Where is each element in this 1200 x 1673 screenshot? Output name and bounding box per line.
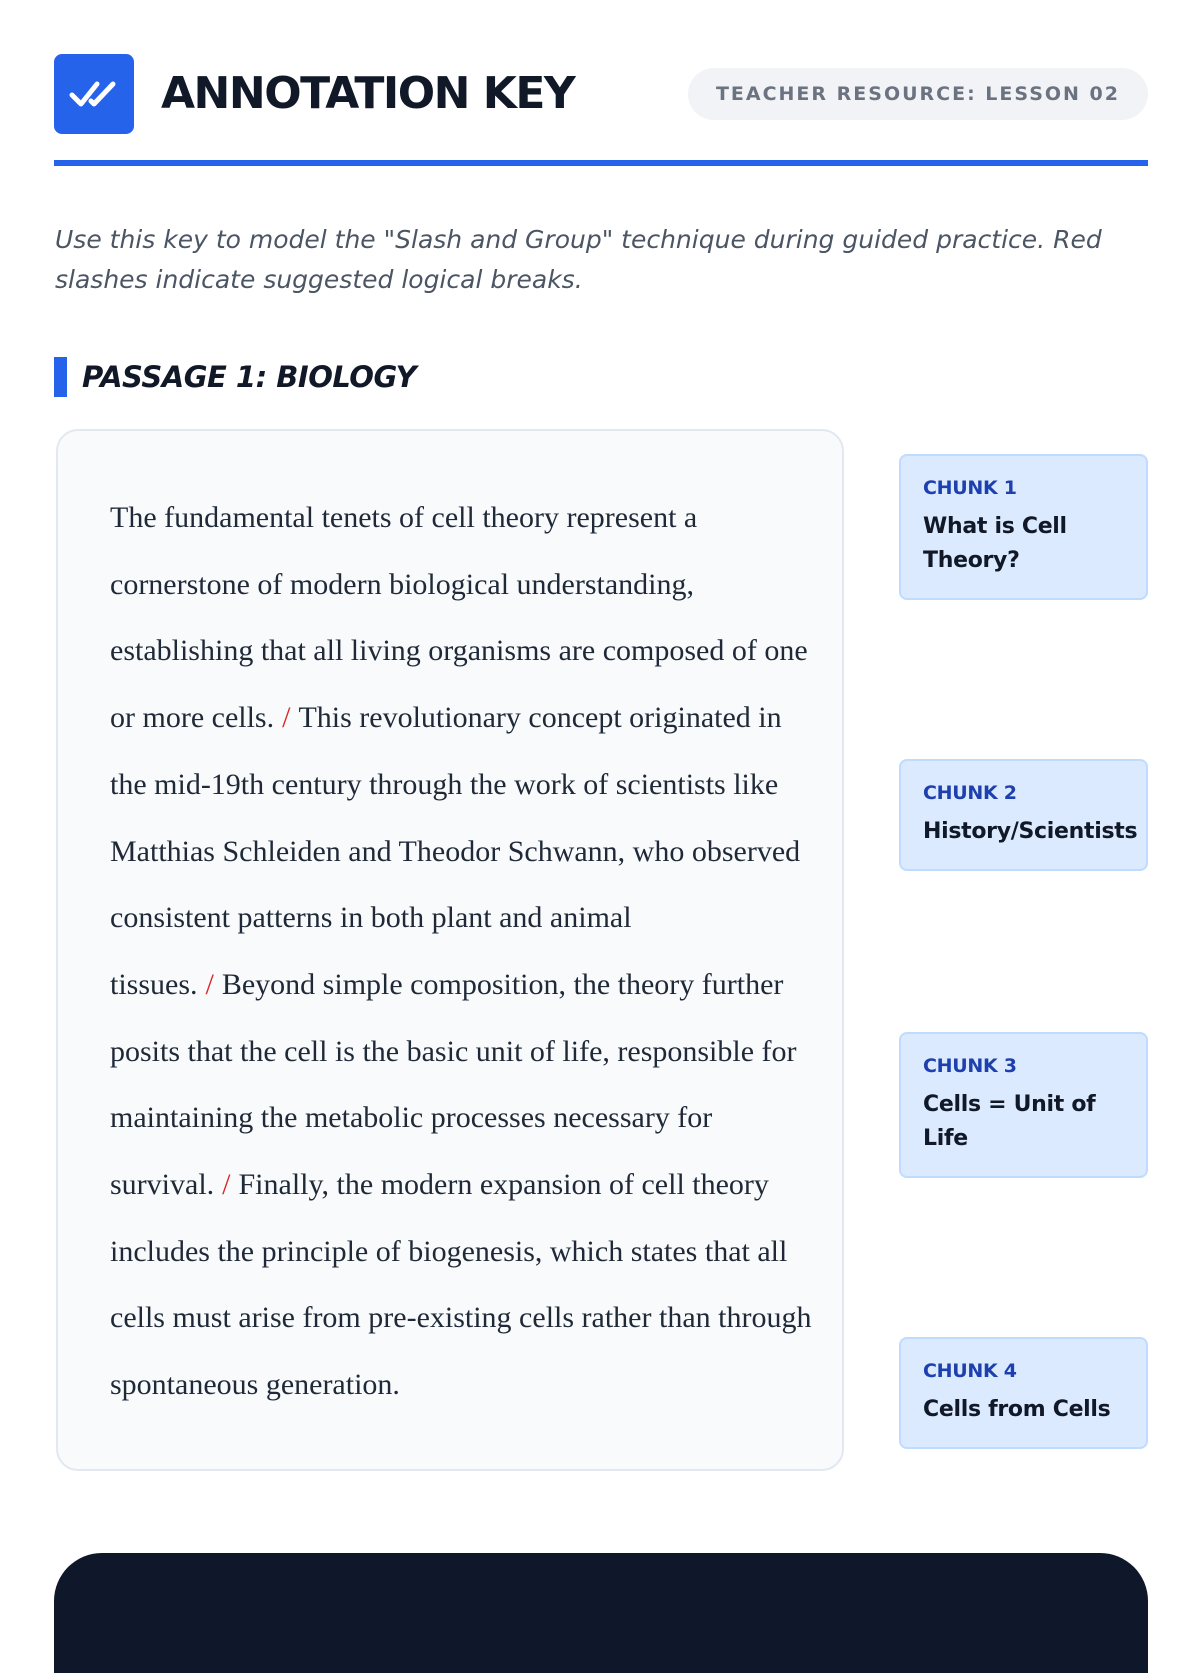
chunk-label: CHUNK 1 [923, 477, 1017, 499]
chunk-title: Cells = Unit of Life [923, 1092, 1096, 1151]
break-slash: / [205, 967, 214, 1001]
page-title: ANNOTATION KEY [161, 68, 575, 119]
double-check-icon [54, 54, 134, 134]
section-accent-bar [54, 357, 67, 397]
chunk-label: CHUNK 3 [923, 1055, 1017, 1077]
chunk-label: CHUNK 2 [923, 782, 1017, 804]
header-divider [54, 160, 1148, 166]
passage-segment-1: The fundamental tenets of cell theory represent a cornerstone of modern biological understanding, establishing that all living organisms are composed of one or more cells. [110, 501, 808, 735]
footer-bar [54, 1553, 1148, 1673]
chunk-title: What is Cell Theory? [923, 514, 1067, 573]
section-title: PASSAGE 1: BIOLOGY [82, 360, 417, 394]
chunk-card-1 [899, 454, 1148, 600]
chunk-title: Cells from Cells [923, 1397, 1111, 1422]
resource-badge: TEACHER RESOURCE: LESSON 02 [688, 68, 1148, 120]
chunk-title: History/Scientists [923, 819, 1138, 844]
chunk-card-4 [899, 1337, 1148, 1449]
intro-text: Use this key to model the "Slash and Group" technique during guided practice. Red slashes indicate suggested logical breaks. [55, 225, 1102, 294]
passage-segment-4: Finally, the modern expansion of cell theory includes the principle of biogenesis, which states that all cells must arise from pre-existing cells rather than through spontaneous generation. [110, 1168, 812, 1402]
break-slash: / [222, 1168, 231, 1202]
page-header [54, 54, 1148, 134]
passage-segment-2: This revolutionary concept originated in the mid-19th century through the work of scientists like Matthias Schleiden and Theodor Schwann, who observed consistent patterns in both plant and animal tissues. [110, 701, 801, 1001]
chunk-label: CHUNK 4 [923, 1360, 1017, 1382]
chunk-card-2 [899, 759, 1148, 871]
break-slash: / [282, 701, 291, 735]
passage-segment-3: Beyond simple composition, the theory further posits that the cell is the basic unit of life, responsible for maintaining the metabolic processes necessary for survival. [110, 967, 797, 1202]
chunk-card-3 [899, 1032, 1148, 1178]
passage-text [110, 485, 815, 1419]
